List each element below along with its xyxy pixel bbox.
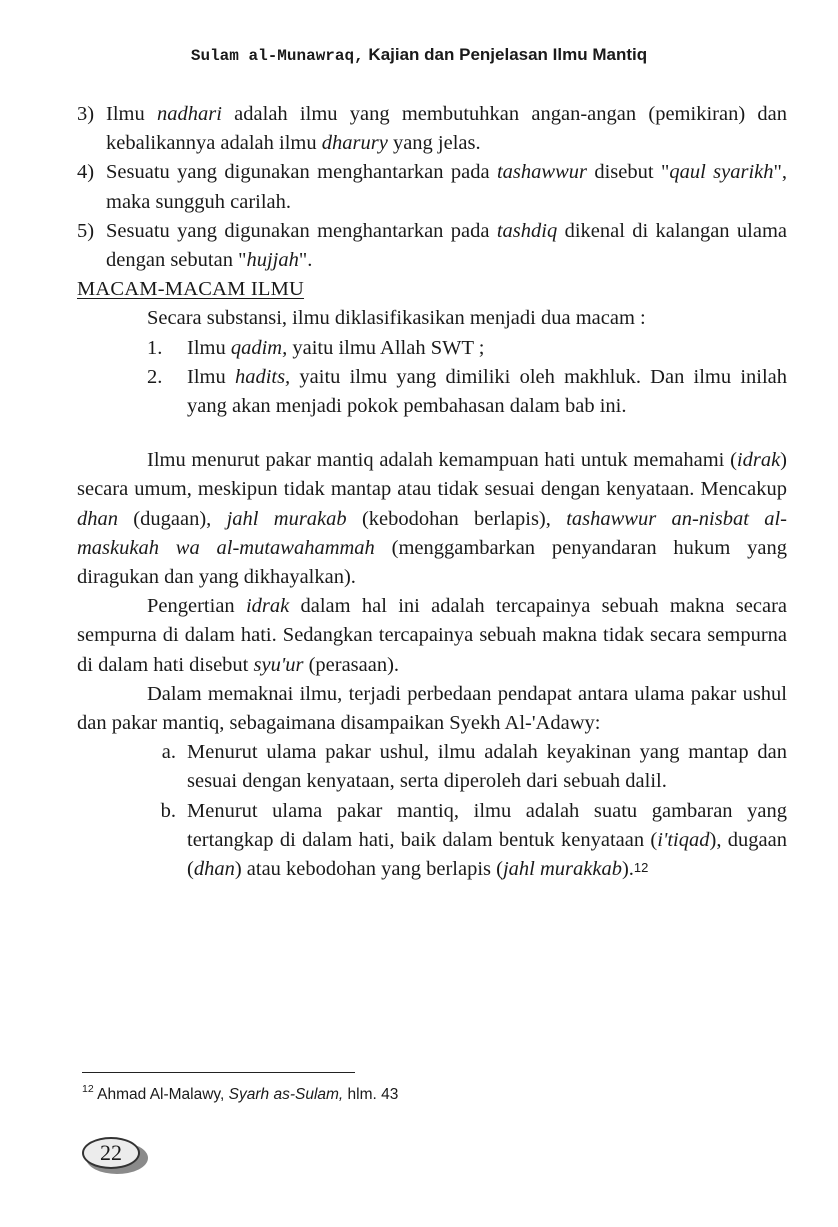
page-body — [77, 100, 787, 884]
italic-term: qaul syarikh — [669, 161, 774, 184]
text-run: Pengertian — [147, 595, 246, 618]
italic-term: syu'ur — [253, 653, 304, 676]
italic-term: tashawwur an-nisbat al-maskukah wa al-mutawahammah — [77, 507, 788, 559]
list-item-text — [106, 100, 787, 158]
list-item-text — [187, 363, 787, 421]
list-marker: 2. — [147, 365, 163, 388]
footnote-page: hlm. 43 — [343, 1086, 399, 1103]
section-heading: MACAM-MACAM ILMU — [77, 278, 305, 301]
footnote-ref: 12 — [633, 860, 649, 876]
paragraph — [77, 680, 787, 738]
text-run: Menurut ulama pakar ushul, ilmu adalah keyakinan yang mantap dan sesuai dengan kenyataan, serta diperoleh dari sebuah dalil. — [187, 741, 787, 793]
text-run: adalah ilmu yang membutuhkan angan-angan (pemikiran) dan kebalikannya adalah ilmu — [106, 103, 787, 155]
list-item-text — [187, 738, 787, 796]
footnote — [82, 1083, 399, 1104]
text-run: Sesuatu yang digunakan menghantarkan pada — [106, 219, 497, 242]
list-item — [77, 217, 787, 275]
italic-term: idrak — [245, 595, 290, 618]
italic-term: idrak — [736, 449, 781, 472]
text-run: yaitu ilmu Allah SWT ; — [287, 336, 485, 359]
section-intro: Secara substansi, ilmu diklasifikasikan menjadi dua macam : — [147, 307, 646, 330]
paragraph — [77, 446, 787, 592]
italic-term: dhan — [77, 507, 118, 530]
text-run: dalam hal ini adalah tercapainya sebuah makna secara sempurna di dalam hati. Sedangkan tercapainya sebuah makna tidak secara sempurna di dalam hati disebut — [77, 595, 787, 676]
page-number-badge — [82, 1135, 148, 1175]
text-run: (kebodohan berlapis), — [346, 507, 567, 530]
italic-term: nadhari — [156, 103, 222, 125]
text-run: disebut " — [586, 161, 670, 184]
italic-term: qadim, — [230, 336, 288, 359]
footnote-title: Syarh as-Sulam, — [228, 1086, 344, 1103]
list-marker: a. — [161, 741, 176, 764]
italic-term: dhan — [193, 858, 235, 881]
list-marker: 1. — [147, 336, 163, 359]
list-item — [147, 334, 787, 363]
text-run: Ilmu — [187, 336, 231, 359]
text-run: Ilmu — [106, 103, 157, 125]
list-item — [147, 363, 787, 421]
text-run: Ilmu menurut pakar mantiq adalah kemampuan hati untuk memahami ( — [147, 449, 737, 472]
text-run: (dugaan), — [118, 507, 227, 530]
italic-term: i'tiqad — [657, 828, 710, 851]
italic-term: jahl murakab — [226, 507, 347, 530]
footnote-number: 12 — [82, 1083, 94, 1095]
list-marker: b. — [160, 799, 176, 822]
list-item-text — [187, 797, 787, 885]
text-run: (menggambarkan penyandaran hukum yang diragukan dan yang dikhayalkan). — [77, 536, 787, 589]
italic-term: hujjah — [246, 249, 299, 272]
list-item-text — [106, 217, 787, 275]
text-run: dikenal di kalangan ulama dengan sebutan " — [106, 219, 787, 272]
italic-term: hadits, — [234, 365, 291, 388]
text-run: yaitu ilmu yang dimiliki oleh makhluk. Dan ilmu inilah yang akan menjadi pokok pembahasan dalam bab ini. — [187, 365, 788, 418]
italic-term: tashawwur — [496, 161, 587, 184]
list-item-text — [187, 334, 787, 363]
page-number: 22 — [100, 1140, 122, 1165]
text-run: ). — [621, 858, 634, 881]
list-marker: 4) — [77, 161, 95, 184]
list-item-text — [106, 158, 787, 216]
text-run: ) atau kebodohan yang berlapis ( — [234, 858, 503, 881]
text-run: Menurut ulama pakar mantiq, ilmu adalah suatu gambaran yang tertangkap di dalam hati, baik dalam bentuk kenyataan ( — [187, 799, 787, 851]
classification-list — [77, 334, 787, 422]
list-item — [77, 100, 787, 158]
text-run: yang jelas. — [387, 132, 481, 155]
header-subtitle: Kajian dan Penjelasan Ilmu Mantiq — [363, 45, 648, 64]
text-run: Ilmu — [187, 365, 235, 388]
footnote-divider — [82, 1072, 355, 1073]
text-run: ", maka sungguh carilah. — [106, 161, 788, 213]
running-header — [0, 44, 838, 66]
numbered-list-continued — [77, 100, 787, 275]
italic-term: jahl murakkab — [502, 858, 622, 881]
footnote-author: Ahmad Al-Malawy, — [93, 1086, 229, 1103]
text-run: ), dugaan ( — [187, 828, 787, 881]
text-run: ) secara umum, meskipun tidak mantap atau tidak sesuai dengan kenyataan. Mencakup — [77, 449, 787, 501]
header-book-title: Sulam al-Munawraq, — [190, 47, 364, 65]
list-item — [147, 738, 787, 796]
body-paragraphs — [77, 446, 787, 738]
text-run: Sesuatu yang digunakan menghantarkan pada — [106, 161, 497, 184]
list-item — [147, 797, 787, 885]
definition-list — [77, 738, 787, 884]
list-marker: 3) — [77, 103, 95, 125]
list-item — [77, 158, 787, 216]
text-run: Dalam memaknai ilmu, terjadi perbedaan pendapat antara ulama pakar ushul dan pakar mantiq, sebagaimana disampaikan Syekh Al-'Adawy: — [77, 682, 787, 735]
text-run: ". — [298, 249, 313, 272]
italic-term: dharury — [321, 132, 388, 155]
list-marker: 5) — [77, 219, 95, 242]
paragraph — [77, 592, 787, 680]
italic-term: tashdiq — [496, 219, 558, 242]
text-run: (perasaan). — [303, 653, 400, 676]
